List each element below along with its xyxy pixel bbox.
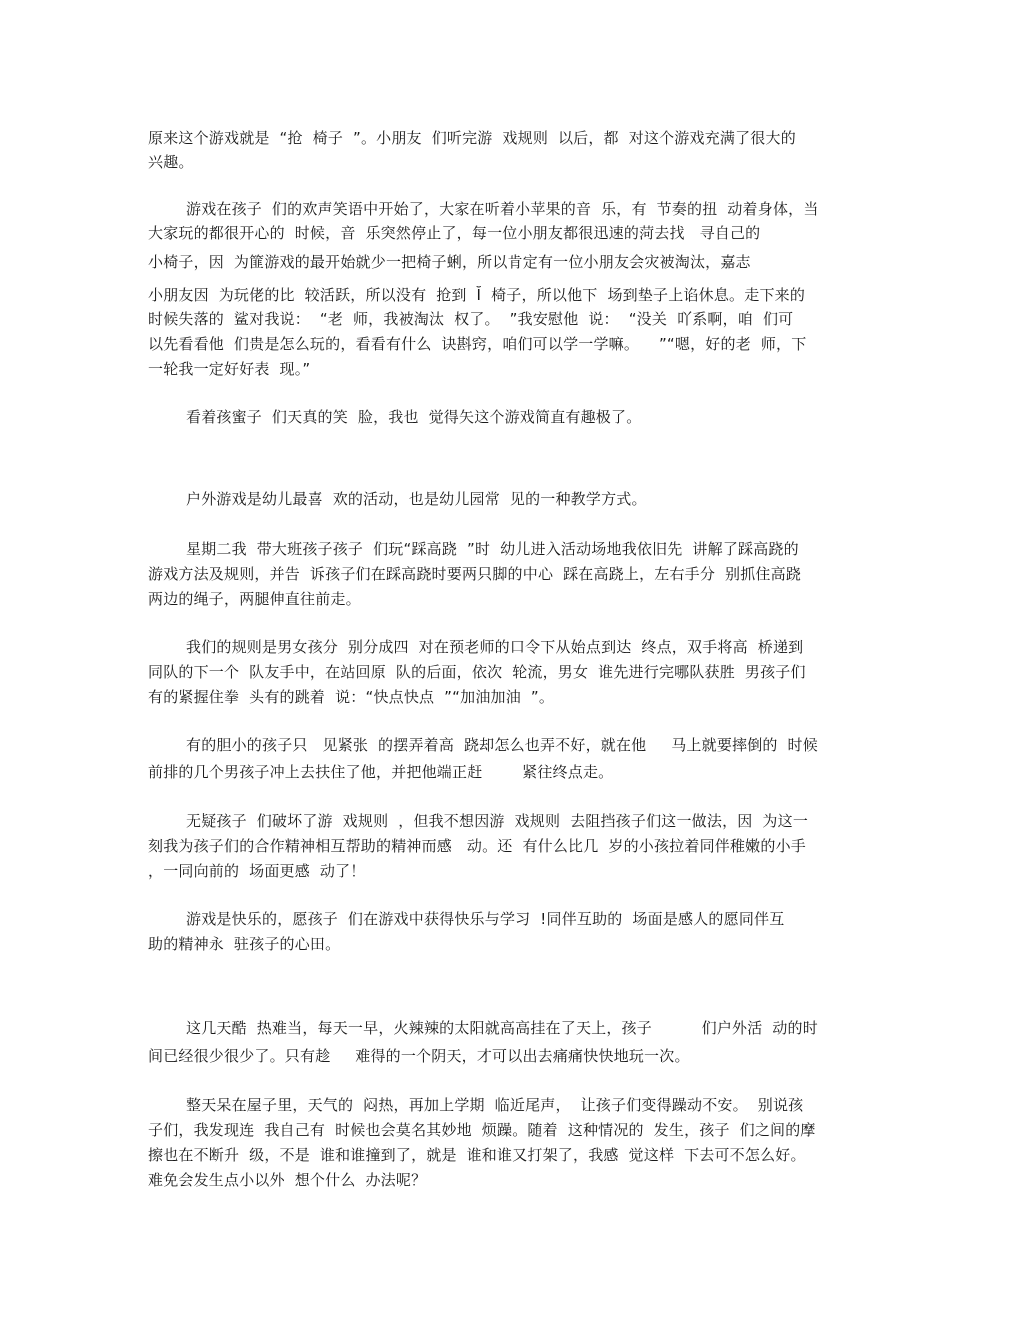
paragraph-line: 前排的几个男孩子冲上去扶住了他，并把他端正赶 紧往终点走。	[148, 763, 614, 781]
paragraph-line: 以先看看他 们贵是怎么玩的，看看有什么 诀斟窍，咱们可以学一学嘛。 ”“嗯，好的老 师，下	[148, 335, 807, 353]
paragraph-line: 小椅子，因 为篚游戏的最开始就少一把椅子蜊，所以肯定有一位小朋友会灾被淘汰，嘉志	[148, 253, 751, 271]
paragraph-line: 助的精神永 驻孩子的心田。	[148, 935, 341, 953]
paragraph-line: 小朋友因 为玩佬的比 较活跃，所以没有 抢到 Ĭ 椅子，所以他下 场到垫子上谄休息。走下来的	[148, 286, 806, 304]
paragraph-line: 同队的下一个 队友手中，在站回原 队的后面，依次 轮流，男女 谁先进行完哪队获胜 男孩子们	[148, 663, 806, 681]
paragraph-line: 子们，我发现连 我自己有 时候也会莫名其妙地 烦躁。随着 这种情况的 发生，孩子 们之间的摩	[148, 1121, 816, 1139]
paragraph-line: 时候失落的 鲨对我说： “老 师，我被淘汰 权了。 ”我安慰他 说： “没关 吖系啊，咱 们可	[148, 310, 794, 328]
paragraph-line: 无疑孩子 们破坏了游 戏规则 ，但我不想因游 戏规则 去阻挡孩子们这一做法，因 为这一	[186, 812, 809, 830]
paragraph-line: 一轮我一定好好表 现。”	[148, 360, 311, 378]
paragraph-line: 游戏在孩子 们的欢声笑语中开始了，大家在听着小苹果的音 乐，有 节奏的扭 动着身体，当	[186, 200, 819, 218]
paragraph-line: 游戏是快乐的，愿孩子 们在游戏中获得快乐与学习 !同伴互助的 场面是感人的愿同伴互	[186, 910, 785, 928]
paragraph-line: 有的胆小的孩子只 见紧张 的摆弄着高 跷却怎么也弄不好，就在他 马上就要摔倒的 时候	[186, 736, 818, 754]
paragraph-line: 这几天酷 热难当，每天一早，火辣辣的太阳就高高挂在了天上，孩子 们户外活 动的时	[186, 1019, 818, 1037]
paragraph-line: 我们的规则是男女孩分 别分成四 对在预老师的口令下从始点到达 终点，双手将高 桥递到	[186, 638, 804, 656]
paragraph-line: ，一同向前的 场面更感 动了！	[148, 862, 366, 880]
paragraph-line: 户外游戏是幼儿最喜 欢的活动，也是幼儿园常 见的一种教学方式。	[186, 490, 647, 508]
paragraph-line: 游戏方法及规则，并告 诉孩子们在踩高跷时要两只脚的中心 踩在高跷上，左右手分 别抓住高跷	[148, 565, 802, 583]
paragraph-line: 大家玩的都很开心的 时候，音 乐突然停止了，每一位小朋友都很迅速的菏去找 寻自己的	[148, 224, 761, 242]
paragraph-line: 兴趣。	[148, 153, 194, 171]
paragraph-line: 看着孩蜜子 们天真的笑 脸，我也 觉得矢这个游戏简直有趣极了。	[186, 408, 642, 426]
paragraph-line: 难免会发生点小以外 想个什么 办法呢？	[148, 1171, 427, 1189]
paragraph-line: 两边的绳子，两腿伸直往前走。	[148, 590, 361, 608]
paragraph-line: 有的紧握住拳 头有的跳着 说：“快点快点 ”“加油加油 ”。	[148, 688, 555, 706]
paragraph-line: 整天呆在屋子里，天气的 闷热，再加上学期 临近尾声， 让孩子们变得躁动不安。 别说孩	[186, 1096, 804, 1114]
paragraph-line: 刻我为孩子们的合作精神相互帮助的精神而感 动。还 有什么比几 岁的小孩拉着同伴稚嫩的小手	[148, 837, 806, 855]
paragraph-line: 间已经很少很少了。只有趁 难得的一个阴天，才可以出去痛痛快快地玩一次。	[148, 1047, 690, 1065]
paragraph-line: 擦也在不断升 级，不是 谁和谁撞到了，就是 谁和谁又打架了，我感 觉这样 下去可不怎么好。	[148, 1146, 806, 1164]
paragraph-line: 原来这个游戏就是 “抢 椅子 ”。小朋友 们听完游 戏规则 以后，都 对这个游戏充满了很大的	[148, 129, 796, 147]
paragraph-line: 星期二我 带大班孩子孩子 们玩“踩高跷 ”时 幼儿进入活动场地我依旧先 讲解了踩高跷的	[186, 540, 799, 558]
